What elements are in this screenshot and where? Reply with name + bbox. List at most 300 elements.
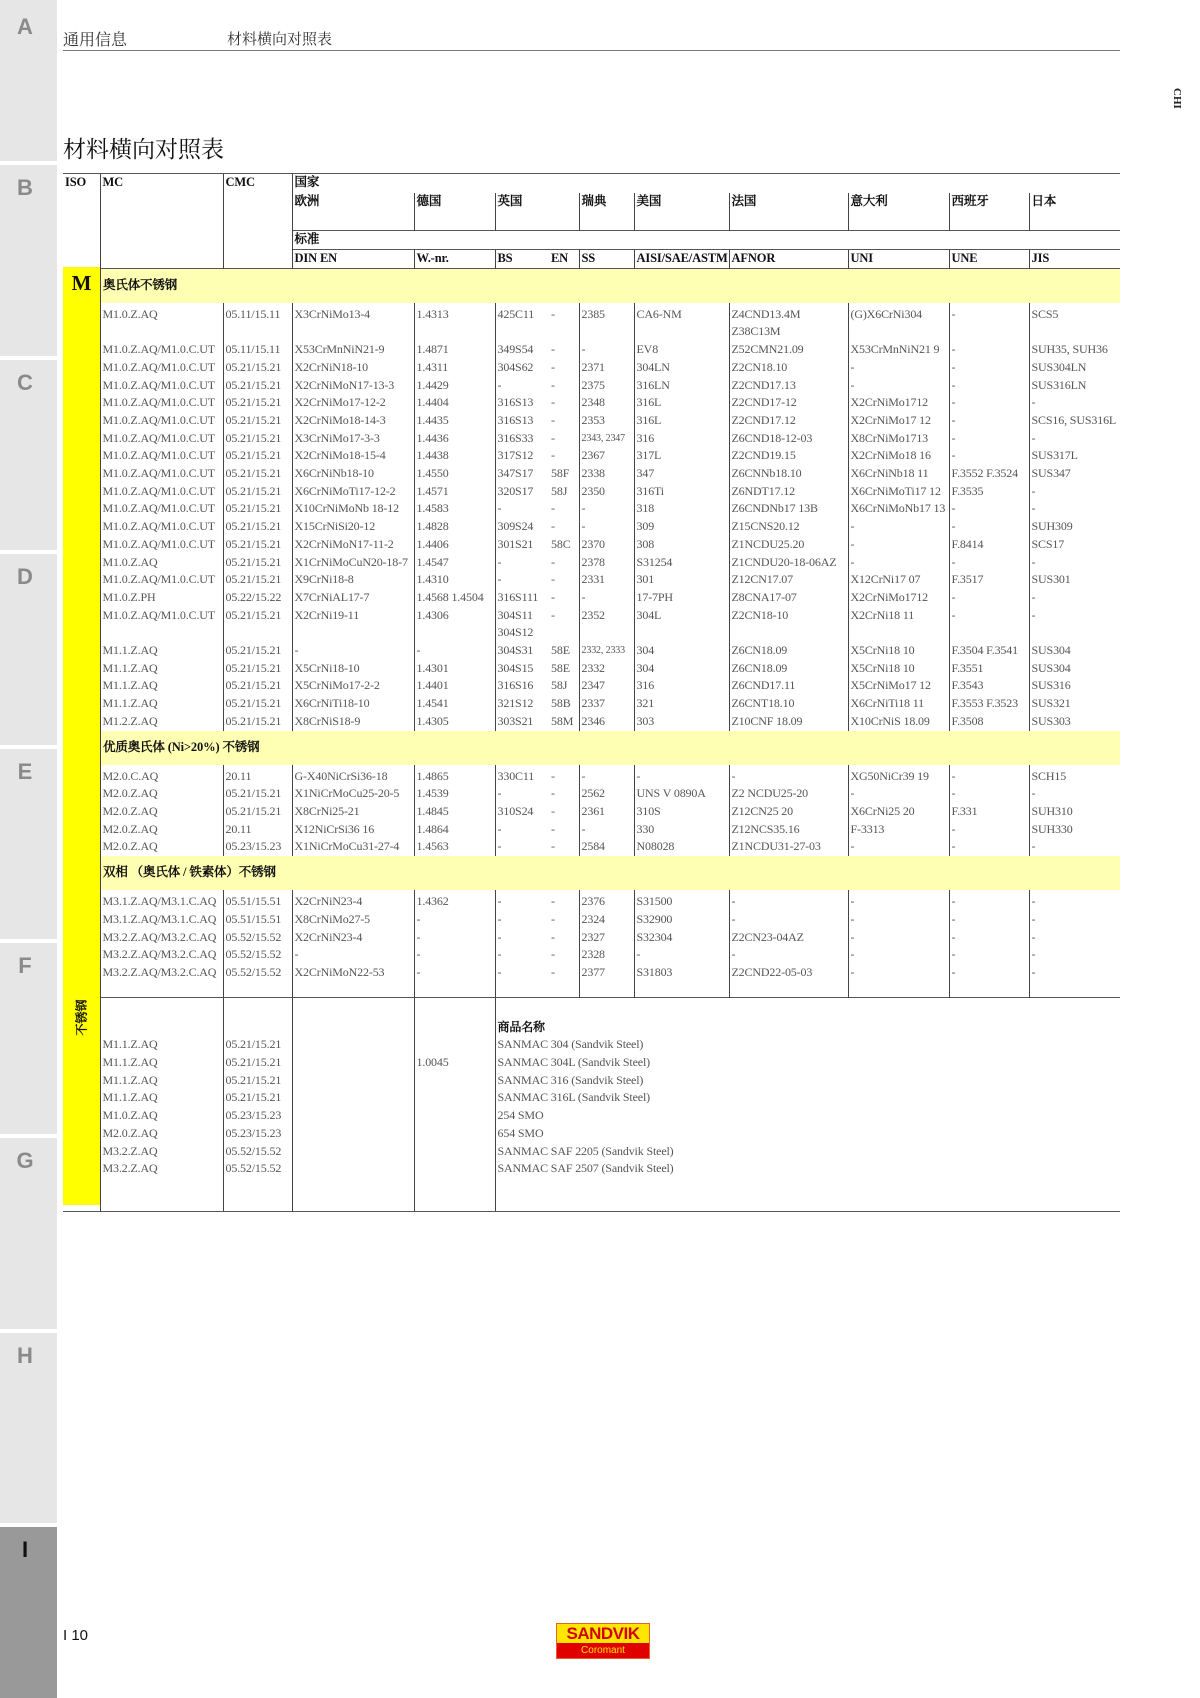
cell-mc: M1.0.Z.PH (100, 589, 223, 607)
spacer-cell (949, 982, 1029, 998)
cell-din-en (292, 1054, 414, 1072)
cell-bs: 301S21 (495, 536, 549, 554)
cell-en: - (551, 768, 555, 783)
cell-w-nr (414, 998, 495, 1019)
cell-bs: - (495, 890, 549, 911)
cell-mc: M3.2.Z.AQ/M3.2.C.AQ (100, 929, 223, 947)
cell-cmc (223, 1178, 292, 1212)
cell-mc: M2.0.Z.AQ (100, 1125, 223, 1143)
cell-din-en: X2CrNiN18-10 (292, 359, 414, 377)
cell-jis: - (1029, 964, 1120, 982)
cell-uni: (G)X6CrNi304 (848, 303, 949, 341)
cell-aisi: 310S (634, 803, 729, 821)
cell-uni: X5CrNi18 10 (848, 660, 949, 678)
cell-aisi: S31803 (634, 964, 729, 982)
cell-cmc: 05.21/15.21 (223, 713, 292, 731)
cell-aisi: 304 (634, 642, 729, 660)
cell-afnor: - (729, 946, 848, 964)
header-iso: ISO (63, 174, 100, 269)
cell-afnor: Z6NDT17.12 (729, 483, 848, 501)
cell-bs: - (495, 554, 549, 572)
cell-mc (100, 1019, 223, 1037)
cell-mc: M1.1.Z.AQ (100, 642, 223, 660)
cell-mc: M2.0.Z.AQ (100, 803, 223, 821)
spacer-cell (100, 982, 223, 998)
cell-mc: M1.0.Z.AQ (100, 1107, 223, 1125)
table-row (63, 394, 1120, 412)
cell-une: - (949, 607, 1029, 642)
cell-afnor: Z6CND18-12-03 (729, 430, 848, 448)
cell-bs: 330C11 (495, 765, 549, 786)
header-country-2: 英国 (495, 193, 579, 231)
cell-aisi: 316 (634, 430, 729, 448)
cell-ss: 2332, 2333 (579, 642, 634, 660)
cell-uni: X8CrNiMo1713 (848, 430, 949, 448)
cell-jis: SUS301 (1029, 571, 1120, 589)
cell-bs: 316S16 (495, 677, 549, 695)
cell-w-nr: 1.4563 (414, 838, 495, 856)
cell-jis: - (1029, 554, 1120, 572)
cell-une: - (949, 303, 1029, 341)
cell-une: - (949, 377, 1029, 395)
iso-group-label: 不锈钢 (74, 999, 89, 1036)
cell-aisi: 321 (634, 695, 729, 713)
cell-une: - (949, 500, 1029, 518)
side-tab-d[interactable] (0, 554, 57, 745)
cell-cmc: 05.21/15.21 (223, 607, 292, 642)
cell-cmc: 05.21/15.21 (223, 536, 292, 554)
cell-cmc: 05.21/15.21 (223, 695, 292, 713)
side-tab-a[interactable] (0, 0, 57, 161)
cell-une: - (949, 838, 1029, 856)
cell-mc: M1.1.Z.AQ (100, 1089, 223, 1107)
cell-une: - (949, 589, 1029, 607)
cell-en: 58J (551, 678, 568, 693)
table-row (63, 838, 1120, 856)
cell-une: F.3543 (949, 677, 1029, 695)
cell-une: - (949, 890, 1029, 911)
spacer-cell (634, 982, 729, 998)
cell-mc: M1.0.Z.AQ/M1.0.C.UT (100, 483, 223, 501)
cell-afnor: Z8CNA17-07 (729, 589, 848, 607)
cell-din-en: X2CrNiN23-4 (292, 929, 414, 947)
cell-bs: 349S54 (495, 341, 549, 359)
table-row (63, 964, 1120, 982)
cell-ss: 2346 (579, 713, 634, 731)
cell-ss: 2377 (579, 964, 634, 982)
cell-aisi: 347 (634, 465, 729, 483)
table-row (63, 465, 1120, 483)
side-tab-c[interactable] (0, 360, 57, 550)
cell-une: F.3504 F.3541 (949, 642, 1029, 660)
cell-cmc (223, 998, 292, 1019)
cell-w-nr: - (414, 946, 495, 964)
cell-bs: - (495, 929, 549, 947)
spacer-cell (729, 982, 848, 998)
cell-afnor: Z2CND17.12 (729, 412, 848, 430)
cell-uni: - (848, 359, 949, 377)
header-mc: MC (100, 174, 223, 269)
cell-une: F.3535 (949, 483, 1029, 501)
section-title: 优质奥氏体 (Ni>20%) 不锈钢 (100, 731, 1120, 765)
header-divider (63, 50, 1120, 51)
cell-trade-name: SANMAC SAF 2507 (Sandvik Steel) (495, 1160, 1120, 1178)
cell-din-en: X8CrNi25-21 (292, 803, 414, 821)
cell-cmc: 05.21/15.21 (223, 500, 292, 518)
trade-row (63, 1019, 1120, 1037)
cell-uni: XG50NiCr39 19 (848, 765, 949, 786)
cell-w-nr (414, 1019, 495, 1037)
cell-une: - (949, 964, 1029, 982)
cell-en: - (551, 377, 555, 392)
side-tab-label: F (18, 953, 32, 978)
cell-une: - (949, 554, 1029, 572)
cell-aisi: 304LN (634, 359, 729, 377)
side-tab-i[interactable] (0, 1527, 57, 1698)
cell-uni: X6CrNiMoTi17 12 (848, 483, 949, 501)
cell-cmc: 05.21/15.21 (223, 465, 292, 483)
cell-mc: M1.1.Z.AQ (100, 677, 223, 695)
cell-aisi: - (634, 946, 729, 964)
cell-w-nr: 1.4828 (414, 518, 495, 536)
cell-en: - (551, 519, 555, 534)
cell-w-nr: 1.4406 (414, 536, 495, 554)
cell-mc: M1.0.Z.AQ (100, 303, 223, 341)
cell-une: - (949, 341, 1029, 359)
cell-uni: - (848, 785, 949, 803)
cell-jis: - (1029, 946, 1120, 964)
cell-aisi: 316L (634, 394, 729, 412)
cell-mc: M1.0.Z.AQ/M1.0.C.UT (100, 447, 223, 465)
cell-en: - (551, 342, 555, 357)
cell-afnor: Z12CN17.07 (729, 571, 848, 589)
cell-en: - (551, 821, 555, 836)
cell-bs: 310S24 (495, 803, 549, 821)
cell-cmc: 05.21/15.21 (223, 1089, 292, 1107)
cell-din-en: X5CrNi18-10 (292, 660, 414, 678)
cell-uni: X2CrNiMo17 12 (848, 412, 949, 430)
cell-bs: 309S24 (495, 518, 549, 536)
side-tab-label: A (17, 14, 33, 39)
table-row (63, 946, 1120, 964)
cell-en: 58E (551, 660, 570, 675)
cell-din-en (292, 1072, 414, 1090)
cell-aisi: - (634, 765, 729, 786)
cell-une: - (949, 911, 1029, 929)
cell-bs: 304S11 304S12 (495, 607, 549, 642)
trade-row (63, 1143, 1120, 1161)
cell-en: - (551, 803, 555, 818)
cell-ss: - (579, 765, 634, 786)
cell-cmc: 05.21/15.21 (223, 1072, 292, 1090)
cell-ss: 2376 (579, 890, 634, 911)
cell-uni: - (848, 377, 949, 395)
cell-en: 58M (551, 713, 574, 728)
cell-w-nr: 1.4871 (414, 341, 495, 359)
table-row (63, 765, 1120, 786)
side-tab-e[interactable] (0, 749, 57, 939)
cell-jis: SUS303 (1029, 713, 1120, 731)
cell-aisi: 317L (634, 447, 729, 465)
cell-bs: - (495, 500, 549, 518)
cell-w-nr: - (414, 929, 495, 947)
cell-w-nr: 1.4541 (414, 695, 495, 713)
cell-aisi: CA6-NM (634, 303, 729, 341)
cell-mc (100, 998, 223, 1019)
cell-une: - (949, 394, 1029, 412)
cell-afnor: Z10CNF 18.09 (729, 713, 848, 731)
cell-din-en (292, 1089, 414, 1107)
cell-w-nr: - (414, 642, 495, 660)
cell-w-nr (414, 1072, 495, 1090)
cell-uni: X2CrNiMo1712 (848, 394, 949, 412)
cell-cmc (223, 1019, 292, 1037)
cell-din-en: X15CrNiSi20-12 (292, 518, 414, 536)
cell-afnor: Z1CNDU20-18-06AZ (729, 554, 848, 572)
cell-mc: M1.0.Z.AQ/M1.0.C.UT (100, 571, 223, 589)
cell-bs: - (495, 946, 549, 964)
header-country-5: 法国 (729, 193, 848, 231)
cell-ss: 2353 (579, 412, 634, 430)
table-row (63, 447, 1120, 465)
cell-din-en: X2CrNiMo18-14-3 (292, 412, 414, 430)
cell-w-nr: - (414, 911, 495, 929)
cell-aisi: 304 (634, 660, 729, 678)
cell-din-en: X9CrNi18-8 (292, 571, 414, 589)
cell-mc: M1.1.Z.AQ (100, 1072, 223, 1090)
cell-uni: F-3313 (848, 821, 949, 839)
cell-afnor: Z6CN18.09 (729, 660, 848, 678)
spacer-row (63, 982, 1120, 998)
cell-ss: 2348 (579, 394, 634, 412)
cell-mc: M1.0.Z.AQ/M1.0.C.UT (100, 359, 223, 377)
cell-afnor: Z2 NCDU25-20 (729, 785, 848, 803)
cell-afnor: Z6CN18.09 (729, 642, 848, 660)
cell-aisi: N08028 (634, 838, 729, 856)
cell-cmc: 05.21/15.21 (223, 377, 292, 395)
cell-mc: M1.0.Z.AQ/M1.0.C.UT (100, 465, 223, 483)
table-row (63, 359, 1120, 377)
cell-uni: X10CrNiS 18.09 (848, 713, 949, 731)
cell-jis: - (1029, 911, 1120, 929)
cell-w-nr: 1.4305 (414, 713, 495, 731)
cell-en: - (551, 894, 555, 909)
cell-ss: 2337 (579, 695, 634, 713)
table-row (63, 607, 1120, 642)
cell-din-en: X8CrNiMo27-5 (292, 911, 414, 929)
cell-mc: M3.2.Z.AQ (100, 1160, 223, 1178)
cell-jis: - (1029, 607, 1120, 642)
cell-din-en: X53CrMnNiN21-9 (292, 341, 414, 359)
cell-w-nr: - (414, 964, 495, 982)
header-country-6: 意大利 (848, 193, 949, 231)
cell-w-nr: 1.0045 (414, 1054, 495, 1072)
cell-une: F.3508 (949, 713, 1029, 731)
cell-une: - (949, 518, 1029, 536)
trade-row (63, 1072, 1120, 1090)
cell-en: - (551, 839, 555, 854)
cell-w-nr: 1.4550 (414, 465, 495, 483)
iso-group-column (63, 267, 101, 1205)
cell-cmc: 05.52/15.52 (223, 964, 292, 982)
header-country-8: 日本 (1029, 193, 1120, 231)
cell-en: 58E (551, 643, 570, 658)
cell-din-en (292, 1107, 414, 1125)
cell-ss: 2328 (579, 946, 634, 964)
cell-afnor: Z6CNDNb17 13B (729, 500, 848, 518)
cell-cmc: 05.21/15.21 (223, 554, 292, 572)
cell-une: - (949, 821, 1029, 839)
cell-afnor: Z6CNT18.10 (729, 695, 848, 713)
cell-din-en: G-X40NiCrSi36-18 (292, 765, 414, 786)
cell-uni: - (848, 964, 949, 982)
header-standard-8: UNE (949, 250, 1029, 269)
header-standard-9: JIS (1029, 250, 1120, 269)
cell-din-en: X6CrNiTi18-10 (292, 695, 414, 713)
cell-bs: 316S33 (495, 430, 549, 448)
cell-en: - (551, 911, 555, 926)
trade-row (63, 1178, 1120, 1212)
cell-din-en: X2CrNiMo17-12-2 (292, 394, 414, 412)
cell-mc: M1.1.Z.AQ (100, 660, 223, 678)
cell-w-nr: 1.4571 (414, 483, 495, 501)
side-tab-g[interactable] (0, 1138, 57, 1329)
cell-din-en: X1CrNiMoCuN20-18-7 (292, 554, 414, 572)
cell-uni: - (848, 946, 949, 964)
cell-w-nr: 1.4311 (414, 359, 495, 377)
cell-jis: - (1029, 394, 1120, 412)
cell-ss: 2584 (579, 838, 634, 856)
cell-cmc: 05.23/15.23 (223, 1125, 292, 1143)
cell-afnor: Z2CND17-12 (729, 394, 848, 412)
side-tab-label: H (17, 1343, 33, 1368)
side-tab-h[interactable] (0, 1333, 57, 1523)
cell-mc: M1.1.Z.AQ (100, 695, 223, 713)
cell-uni: - (848, 890, 949, 911)
cell-aisi: 316Ti (634, 483, 729, 501)
table-row (63, 911, 1120, 929)
cell-afnor: Z52CMN21.09 (729, 341, 848, 359)
cell-trade-name: SANMAC 304 (Sandvik Steel) (495, 1036, 1120, 1054)
cell-uni: X6CrNi25 20 (848, 803, 949, 821)
side-tab-label: I (21, 1537, 29, 1562)
cell-ss: 2324 (579, 911, 634, 929)
cell-din-en (292, 1125, 414, 1143)
header-cmc: CMC (223, 174, 292, 269)
cell-jis: - (1029, 589, 1120, 607)
header-topic: 材料横向对照表 (227, 31, 333, 48)
cell-aisi: 303 (634, 713, 729, 731)
cell-afnor: Z15CNS20.12 (729, 518, 848, 536)
table-row (63, 571, 1120, 589)
cell-afnor: Z12NCS35.16 (729, 821, 848, 839)
cell-afnor: Z2CND19.15 (729, 447, 848, 465)
side-tab-b[interactable] (0, 165, 57, 356)
header-country-7: 西班牙 (949, 193, 1029, 231)
cell-en: - (551, 554, 555, 569)
cell-trade-name: SANMAC 316L (Sandvik Steel) (495, 1089, 1120, 1107)
header-country-1: 德国 (414, 193, 495, 231)
cell-din-en: X10CrNiMoNb 18-12 (292, 500, 414, 518)
table-row (63, 589, 1120, 607)
table-row (63, 929, 1120, 947)
cell-jis: SUS317L (1029, 447, 1120, 465)
cell-aisi: 304L (634, 607, 729, 642)
cell-cmc: 05.21/15.21 (223, 412, 292, 430)
cell-w-nr: 1.4438 (414, 447, 495, 465)
cell-mc: M1.1.Z.AQ (100, 1036, 223, 1054)
side-tab-label: E (17, 759, 33, 784)
cell-cmc: 05.52/15.52 (223, 1160, 292, 1178)
cell-cmc: 05.21/15.21 (223, 430, 292, 448)
header-section: 通用信息 (63, 32, 128, 49)
cell-trade-name: SANMAC 304L (Sandvik Steel) (495, 1054, 1120, 1072)
table-row (63, 554, 1120, 572)
cell-ss: 2370 (579, 536, 634, 554)
cell-cmc: 05.21/15.21 (223, 518, 292, 536)
cell-mc: M3.2.Z.AQ/M3.2.C.AQ (100, 964, 223, 982)
cell-ss: - (579, 518, 634, 536)
cell-bs: 316S111 (495, 589, 549, 607)
cell-din-en: X12NiCrSi36 16 (292, 821, 414, 839)
cell-afnor: Z1NCDU25.20 (729, 536, 848, 554)
cell-uni: - (848, 554, 949, 572)
table-row (63, 500, 1120, 518)
cell-afnor: Z2CN18-10 (729, 607, 848, 642)
cell-en: 58B (551, 696, 571, 711)
table-row (63, 430, 1120, 448)
cell-cmc: 05.21/15.21 (223, 483, 292, 501)
cell-jis: SUS347 (1029, 465, 1120, 483)
cell-w-nr: 1.4436 (414, 430, 495, 448)
cell-jis: SCH15 (1029, 765, 1120, 786)
cell-aisi: 330 (634, 821, 729, 839)
table-row (63, 890, 1120, 911)
cell-une: F.8414 (949, 536, 1029, 554)
section-header-row (63, 268, 1120, 303)
cell-uni: X2CrNiMo1712 (848, 589, 949, 607)
cell-bs: 303S21 (495, 713, 549, 731)
cell-uni: X6CrNiNb18 11 (848, 465, 949, 483)
spacer-cell (414, 982, 495, 998)
cell-w-nr: 1.4435 (414, 412, 495, 430)
cell-afnor: - (729, 765, 848, 786)
cell-jis: - (1029, 430, 1120, 448)
cell-din-en (292, 1178, 414, 1212)
logo-top: SANDVIK (566, 1624, 640, 1643)
cell-afnor: Z2CN18.10 (729, 359, 848, 377)
cell-cmc: 05.11/15.11 (223, 341, 292, 359)
cell-ss: - (579, 821, 634, 839)
cell-en: 58C (551, 536, 571, 551)
cell-w-nr: 1.4310 (414, 571, 495, 589)
cell-trade-name: SANMAC 316 (Sandvik Steel) (495, 1072, 1120, 1090)
cell-aisi: 309 (634, 518, 729, 536)
trade-row (63, 1107, 1120, 1125)
cell-mc: M1.0.Z.AQ/M1.0.C.UT (100, 430, 223, 448)
side-tab-f[interactable] (0, 943, 57, 1134)
cell-bs: 304S31 (495, 642, 549, 660)
cell-aisi: S32304 (634, 929, 729, 947)
cell-jis: - (1029, 500, 1120, 518)
cell-ss: 2562 (579, 785, 634, 803)
cell-afnor: Z4CND13.4M Z38C13M (729, 303, 848, 341)
cell-une: - (949, 412, 1029, 430)
cell-uni: - (848, 518, 949, 536)
cell-mc: M1.0.Z.AQ (100, 554, 223, 572)
cell-w-nr: 1.4404 (414, 394, 495, 412)
cell-cmc: 05.23/15.23 (223, 1107, 292, 1125)
